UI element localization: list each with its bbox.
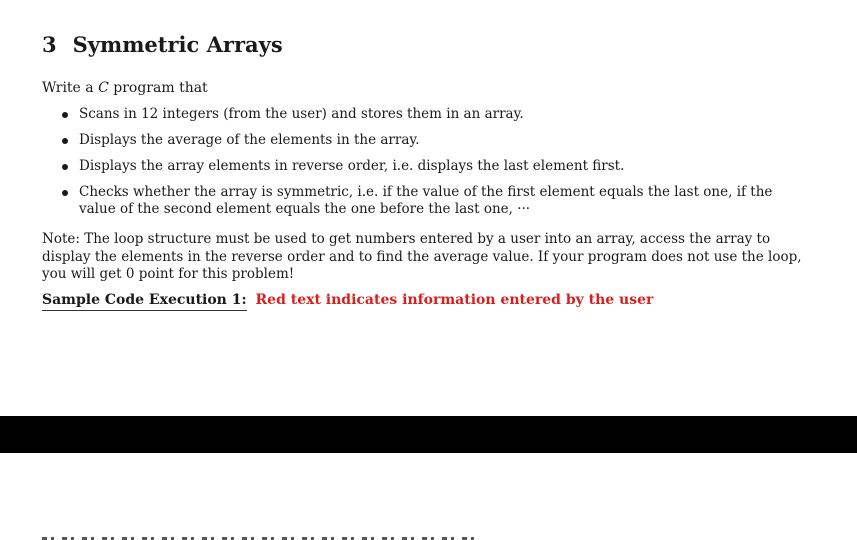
requirement-text: Displays the average of the elements in the array. [79,132,420,148]
section-title: Symmetric Arrays [72,32,283,57]
requirement-text: Checks whether the array is symmetric, i.e. if the value of the first element equals the last one, if the value of the second element equals the one before the last one, ··· [79,184,773,217]
sample-highlight: Red text indicates information entered by the user [255,292,654,308]
section-heading [42,32,283,57]
bullet-icon [62,138,68,144]
intro-prefix: Write a [42,80,99,96]
intro-suffix: program that [108,80,208,96]
section-number: 3 [42,32,57,57]
requirements-list [62,106,802,227]
requirement-item [62,132,802,149]
intro-sentence [42,80,208,96]
redaction-bar [0,416,857,453]
bullet-icon [62,112,68,118]
sample-label: Sample Code Execution 1: [42,292,247,311]
requirement-item [62,184,802,218]
requirement-item [62,106,802,123]
sample-heading [42,292,653,308]
intro-language: C [98,80,109,96]
bullet-icon [62,164,68,170]
cropped-text-line [42,531,482,540]
requirement-item [62,158,802,175]
requirement-text: Scans in 12 integers (from the user) and stores them in an array. [79,106,524,122]
note-paragraph: Note: The loop structure must be used to get numbers entered by a user into an array, access the array to display the elements in the reverse order and to find the average value. If your program does not use the loop, you will get 0 point for this problem! [42,231,802,282]
requirement-text: Displays the array elements in reverse order, i.e. displays the last element first. [79,158,625,174]
bullet-icon [62,190,68,196]
